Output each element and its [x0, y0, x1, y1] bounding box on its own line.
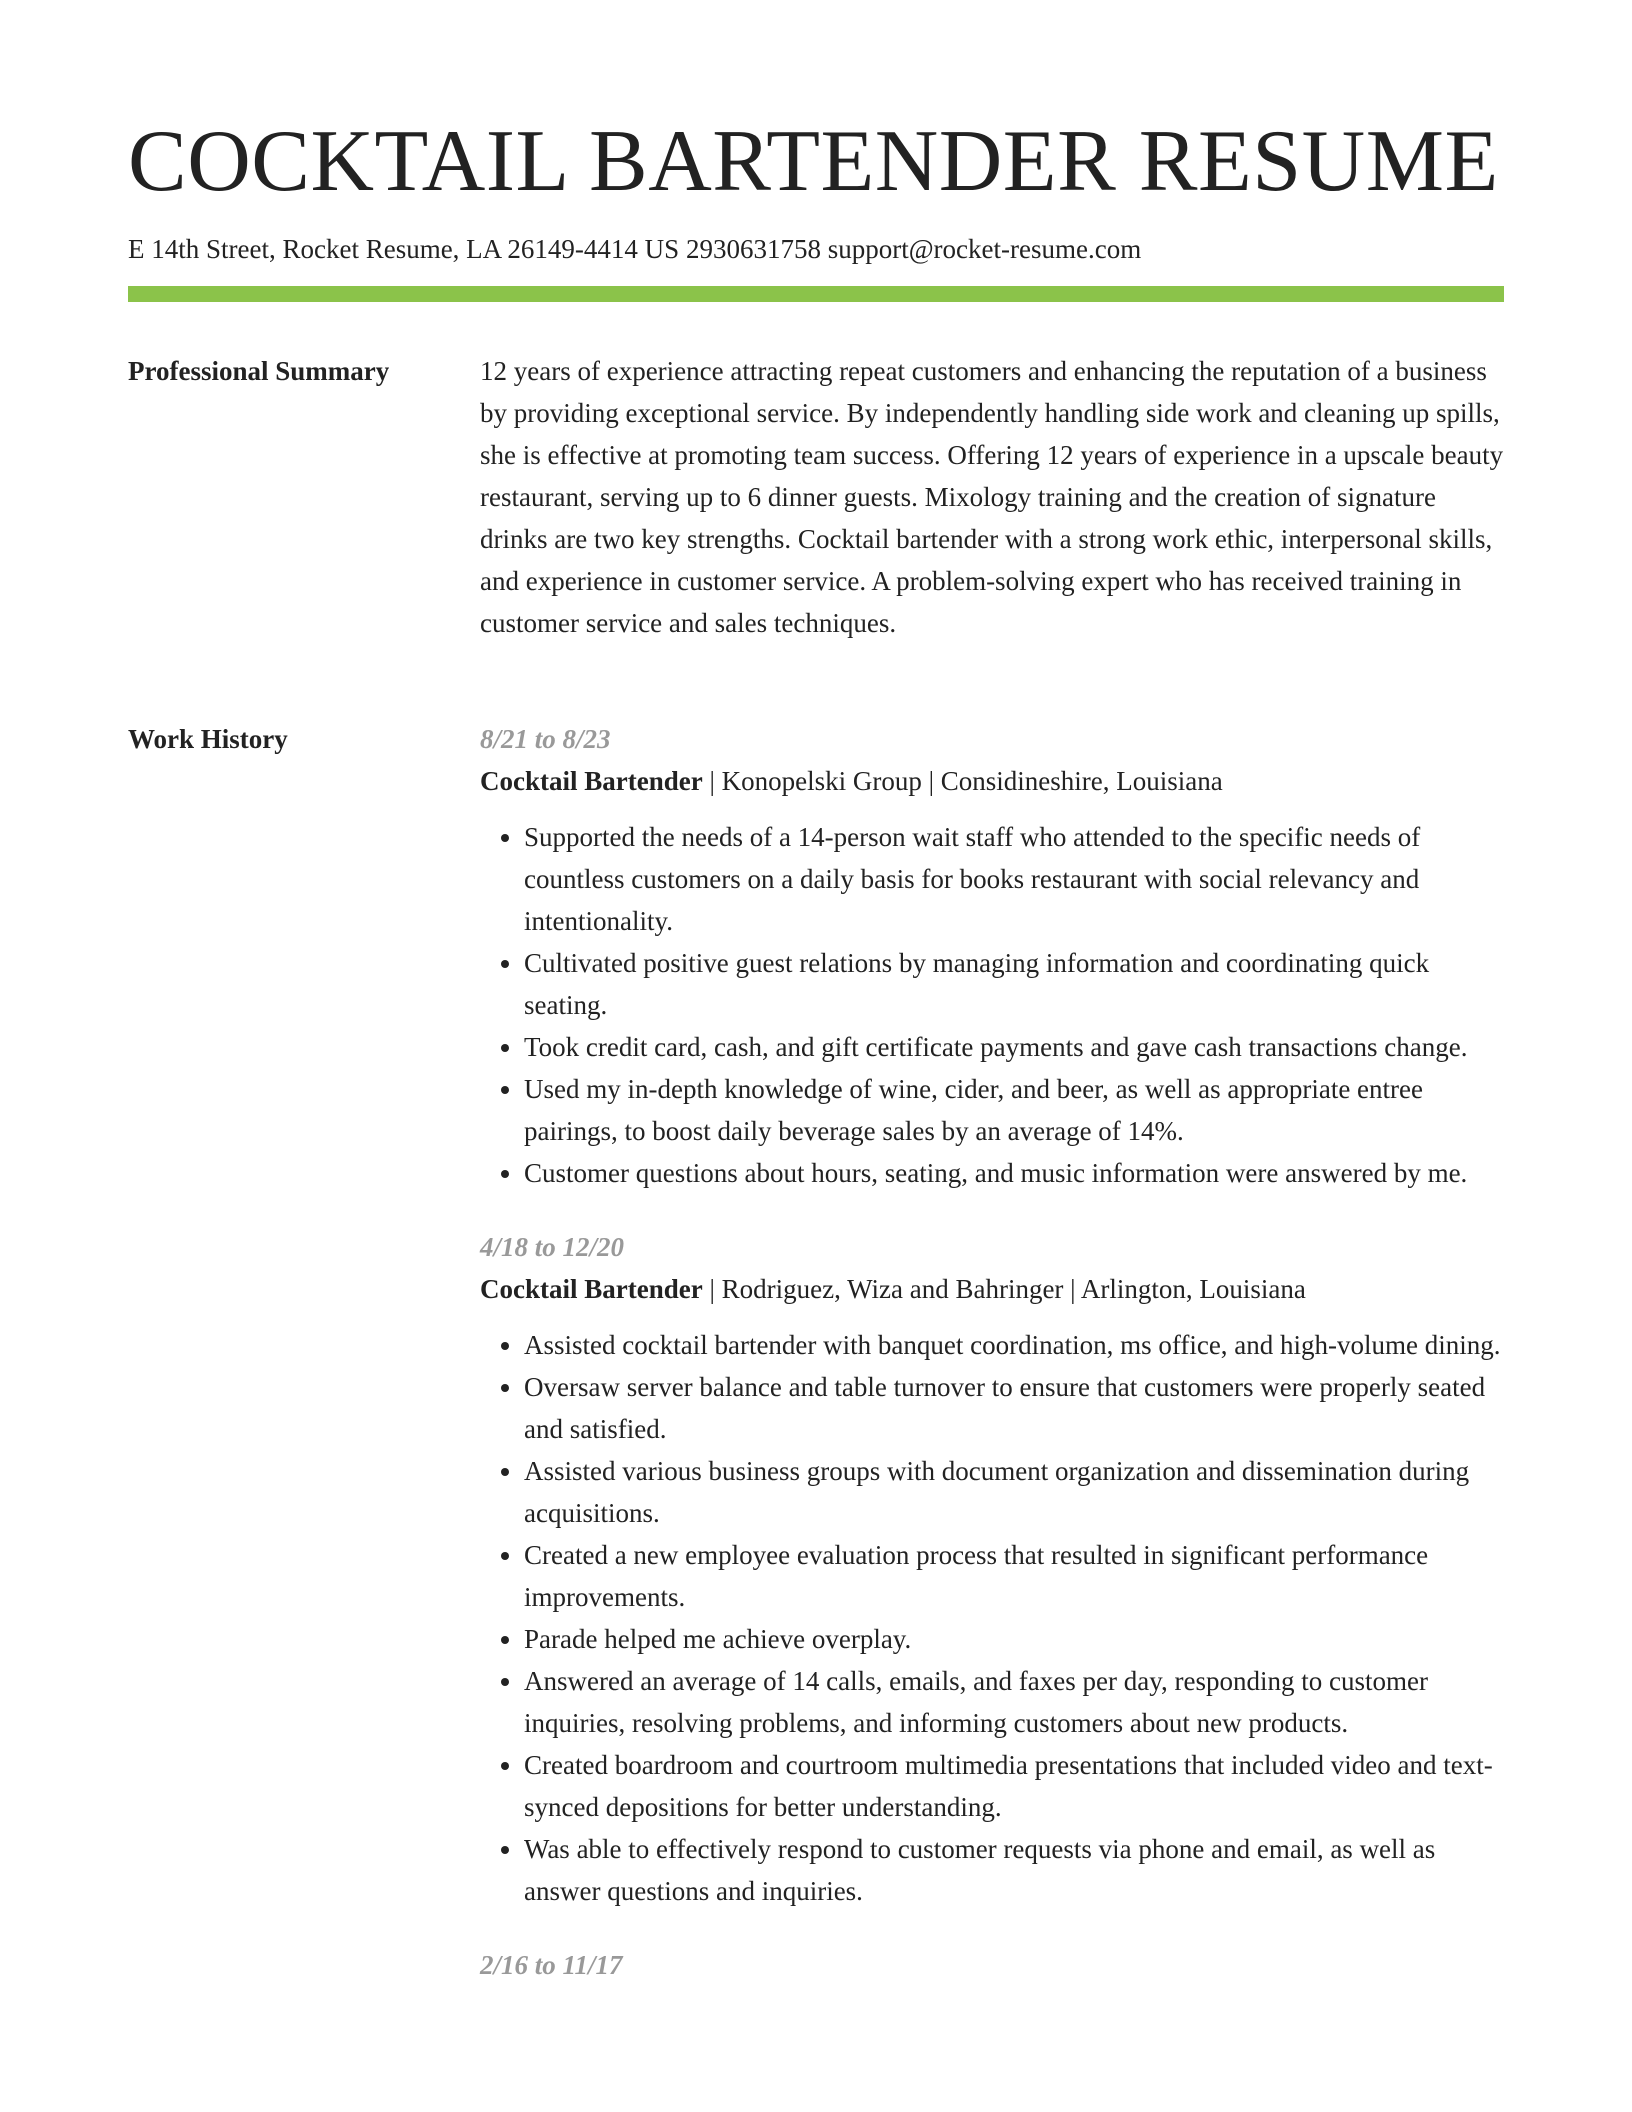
list-item: • Oversaw server balance and table turnover to ensure that customers were properly seated and satisfied. [524, 1366, 1504, 1450]
job-dates: 4/18 to 12/20 [480, 1232, 625, 1262]
list-item: • Cultivated positive guest relations by managing information and coordinating quick seating. [524, 942, 1504, 1026]
list-item: • Parade helped me achieve overplay. [524, 1618, 1504, 1660]
accent-divider [128, 286, 1504, 302]
job-details: | Konopelski Group | Considineshire, Louisiana [702, 766, 1223, 796]
job-dates: 8/21 to 8/23 [480, 724, 611, 754]
list-item: • Answered an average of 14 calls, emails, and faxes per day, responding to customer inquiries, resolving problems, and informing customers about new products. [524, 1660, 1504, 1744]
job-details: | Rodriguez, Wiza and Bahringer | Arlington, Louisiana [702, 1274, 1306, 1304]
list-item: • Assisted various business groups with document organization and dissemination during acquisitions. [524, 1450, 1504, 1534]
section-label-summary: Professional Summary [128, 356, 390, 386]
list-item: • Created a new employee evaluation process that resulted in significant performance improvements. [524, 1534, 1504, 1618]
summary-section [480, 350, 1504, 644]
section-label-work-history: Work History [128, 724, 288, 754]
list-item: • Assisted cocktail bartender with banquet coordination, ms office, and high-volume dining. [524, 1324, 1504, 1366]
job-title: Cocktail Bartender [480, 766, 703, 796]
job-heading [480, 1268, 1504, 1310]
contact-line: E 14th Street, Rocket Resume, LA 26149-4414 US 2930631758 support@rocket-resume.com [128, 234, 1142, 264]
job-entry [480, 1226, 1504, 1912]
job-dates: 2/16 to 11/17 [480, 1950, 623, 1980]
job-heading [480, 760, 1504, 802]
list-item: • Was able to effectively respond to customer requests via phone and email, as well as answer questions and inquiries. [524, 1828, 1504, 1912]
work-history-section [480, 718, 1504, 2018]
job-bullets [480, 816, 1504, 1194]
job-title: Cocktail Bartender [480, 1274, 703, 1304]
list-item: • Used my in-depth knowledge of wine, cider, and beer, as well as appropriate entree pairings, to boost daily beverage sales by an average of 14%. [524, 1068, 1504, 1152]
job-entry [480, 1944, 1504, 1986]
list-item: • Supported the needs of a 14-person wait staff who attended to the specific needs of countless customers on a daily basis for books restaurant with social relevancy and intentionality. [524, 816, 1504, 942]
list-item: • Took credit card, cash, and gift certificate payments and gave cash transactions change. [524, 1026, 1504, 1068]
summary-text: 12 years of experience attracting repeat customers and enhancing the reputation of a business by providing exceptional service. By independently handling side work and cleaning up spills, she is effective at promoting team success. Offering 12 years of experience in a upscale beauty restaurant, serving up to 6 dinner guests. Mixology training and the creation of signature drinks are two key strengths. Cocktail bartender with a strong work ethic, interpersonal skills, and experience in customer service. A problem-solving expert who has received training in customer service and sales techniques. [480, 356, 1504, 638]
job-entry [480, 718, 1504, 1194]
list-item: • Created boardroom and courtroom multimedia presentations that included video and text-synced depositions for better understanding. [524, 1744, 1504, 1828]
job-bullets [480, 1324, 1504, 1912]
resume-title: COCKTAIL BARTENDER RESUME [128, 113, 1499, 210]
list-item: • Customer questions about hours, seating, and music information were answered by me. [524, 1152, 1504, 1194]
